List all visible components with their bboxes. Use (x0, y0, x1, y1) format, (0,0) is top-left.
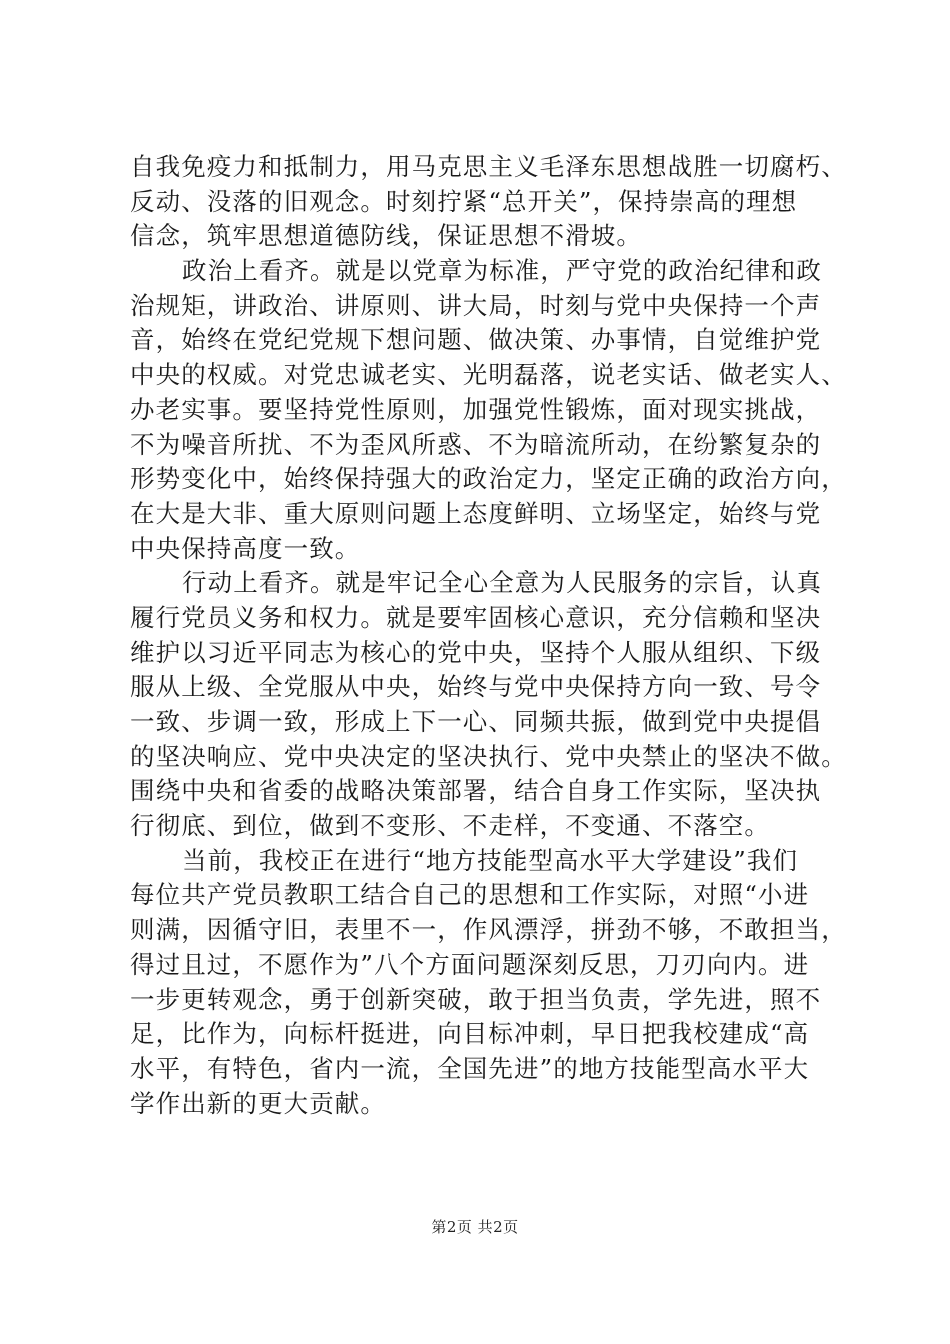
text-line: 履行党员义务和权力。就是要牢固核心意识，充分信赖和坚决 (130, 602, 822, 632)
text-line: 在大是大非、重大原则问题上态度鲜明、立场坚定，始终与党 (130, 498, 822, 528)
text-line: 治规矩，讲政治、讲原则、讲大局，时刻与党中央保持一个声 (130, 290, 822, 320)
text-line: 的坚决响应、党中央决定的坚决执行、党中央禁止的坚决不做。 (130, 741, 847, 771)
text-line: 行彻底、到位，做到不变形、不走样，不变通、不落空。 (130, 811, 770, 841)
page-number-footer: 第2页 共2页 (431, 1218, 519, 1236)
document-body (130, 150, 847, 1121)
text-line: 得过且过，不愿作为”八个方面问题深刻反思，刀刃向内。进 (130, 949, 810, 979)
text-line: 自我免疫力和抵制力，用马克思主义毛泽东思想战胜一切腐朽、 (130, 152, 847, 181)
text-line: 一致、步调一致，形成上下一心、同频共振，做到党中央提倡 (130, 707, 822, 736)
text-line: 围绕中央和省委的战略决策部署，结合自身工作实际，坚决执 (130, 776, 822, 806)
paragraph-start-line: 当前，我校正在进行“地方技能型高水平大学建设”我们 (182, 845, 799, 875)
text-line: 音，始终在党纪党规下想问题、做决策、办事情，自觉维护党 (130, 325, 822, 355)
text-line: 办老实事。要坚持党性原则，加强党性锻炼，面对现实挑战， (130, 394, 822, 424)
text-line: 服从上级、全党服从中央，始终与党中央保持方向一致、号令 (130, 672, 822, 702)
text-line: 每位共产党员教职工结合自己的思想和工作实际，对照“小进 (130, 880, 810, 910)
text-line: 维护以习近平同志为核心的党中央，坚持个人服从组织、下级 (130, 637, 822, 667)
text-line: 中央保持高度一致。 (130, 533, 361, 563)
text-line: 一步更转观念，勇于创新突破，敢于担当负责，学先进，照不 (130, 984, 822, 1014)
paragraph-start-line: 行动上看齐。就是牢记全心全意为人民服务的宗旨，认真 (182, 568, 822, 598)
text-line: 水平，有特色，省内一流，全国先进”的地方技能型高水平大 (130, 1053, 810, 1083)
text-line: 则满，因循守旧，表里不一，作风漂浮，拼劲不够，不敢担当， (130, 915, 847, 945)
text-line: 信念，筑牢思想道德防线，保证思想不滑坡。 (130, 221, 642, 251)
text-line: 足，比作为，向标杆挺进，向目标冲刺，早日把我校建成“高 (130, 1019, 810, 1049)
text-line: 学作出新的更大贡献。 (130, 1088, 386, 1118)
text-line: 反动、没落的旧观念。时刻拧紧“总开关”，保持崇高的理想 (130, 186, 798, 216)
text-line: 不为噪音所扰、不为歪风所惑、不为暗流所动，在纷繁复杂的 (130, 429, 822, 459)
text-line: 中央的权威。对党忠诚老实、光明磊落，说老实话、做老实人、 (130, 360, 847, 390)
text-line: 形势变化中，始终保持强大的政治定力，坚定正确的政治方向， (130, 464, 847, 494)
paragraph-start-line: 政治上看齐。就是以党章为标准，严守党的政治纪律和政 (182, 256, 822, 286)
